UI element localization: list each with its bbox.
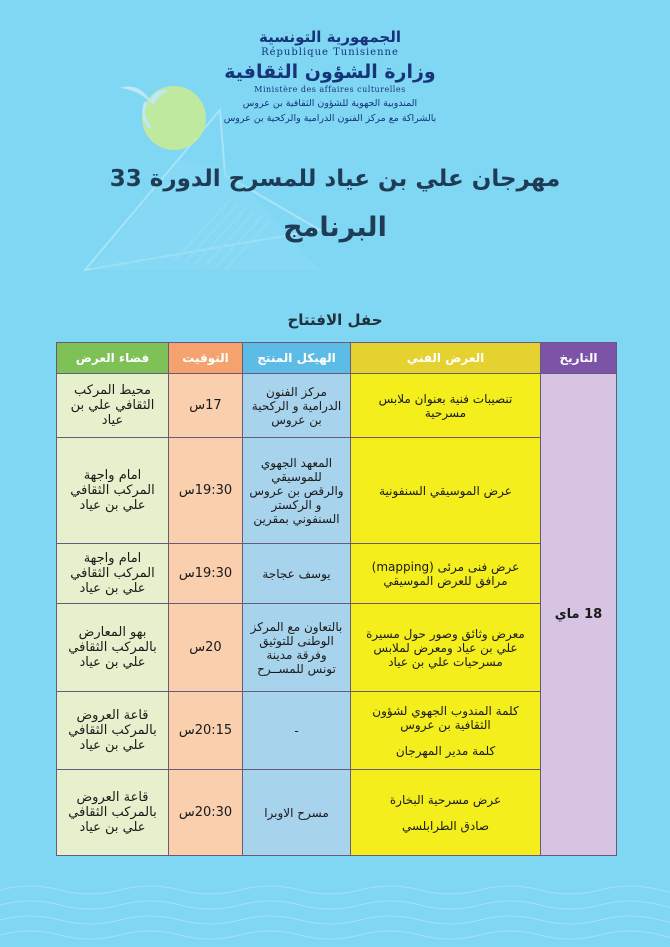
time-cell: 20:30س [169, 770, 243, 856]
regional-delegation: المندوبية الجهوية للشؤون الثقافية بن عروس [242, 98, 418, 109]
header-date: التاريخ [541, 343, 617, 374]
header-time: التوقيت [169, 343, 243, 374]
producer-cell: مركز الفنون الدرامية و الركحية بن عروس [243, 374, 351, 438]
program-subtitle: البرنامج [283, 212, 387, 243]
table-row [57, 374, 617, 438]
header-show: العرض الفني [351, 343, 541, 374]
header-venue: فضاء العرض [57, 343, 169, 374]
institution-header [210, 28, 450, 126]
producer-cell: - [243, 692, 351, 770]
show-cell: كلمة المندوب الجهوي لشؤون الثقافية بن عروس كلمة مدير المهرجان [351, 692, 541, 770]
time-cell: 19:30س [169, 544, 243, 604]
ministry-arabic: وزارة الشؤون الثقافية [224, 61, 436, 83]
table-row [57, 692, 617, 770]
time-cell: 20:15س [169, 692, 243, 770]
show-cell: عرض مسرحية البخارة صادق الطرابلسي [351, 770, 541, 856]
venue-cell: قاعة العروض بالمركب الثقافي علي بن عياد [57, 692, 169, 770]
show-cell: عرض فنى مرئى (mapping) مرافق للعرض الموسيقي [351, 544, 541, 604]
producer-cell: المعهد الجهوي للموسيقي والرقص بن عروس و الركستر السنفوني بمقرين [243, 438, 351, 544]
time-cell: 20س [169, 604, 243, 692]
venue-cell: قاعة العروض بالمركب الثقافي علي بن عياد [57, 770, 169, 856]
ministry-french: Ministère des affaires culturelles [254, 85, 406, 94]
show-cell: تنصيبات فنية بعنوان ملابس مسرحية [351, 374, 541, 438]
venue-cell: بهو المعارض بالمركب الثقافي علي بن عياد [57, 604, 169, 692]
table-row [57, 770, 617, 856]
time-cell: 17س [169, 374, 243, 438]
show-cell: عرض الموسيقي السنفونية [351, 438, 541, 544]
republic-arabic: الجمهورية التونسية [259, 28, 401, 46]
header-producer: الهيكل المنتج [243, 343, 351, 374]
time-cell: 19:30س [169, 438, 243, 544]
producer-cell: يوسف عجاجة [243, 544, 351, 604]
festival-title: مهرجان علي بن عياد للمسرح الدورة 33 [109, 166, 561, 192]
venue-cell: امام واجهة المركب الثقافي علي بن عياد [57, 438, 169, 544]
table-row [57, 438, 617, 544]
section-heading: حفل الافتتاح [287, 311, 383, 329]
producer-cell: مسرح الاوبرا [243, 770, 351, 856]
program-table [56, 342, 617, 856]
republic-french: République Tunisienne [261, 47, 399, 58]
date-cell: 18 ماي [541, 374, 617, 856]
producer-cell: بالتعاون مع المركز الوطنى للتوثيق وفرقة مدينة تونس للمســرح [243, 604, 351, 692]
table-row [57, 604, 617, 692]
table-header-row [57, 343, 617, 374]
table-row [57, 544, 617, 604]
show-cell: معرض وثائق وصور حول مسيرة علي بن عياد ومعرض لملابس مسرحيات علي بن عياد [351, 604, 541, 692]
partner-line: بالشراكة مع مركز الفنون الدرامية والركحية بن عروس [223, 113, 437, 124]
festival-logo [112, 78, 222, 168]
venue-cell: محيط المركب الثقافي علي بن عياد [57, 374, 169, 438]
venue-cell: امام واجهة المركب الثقافي علي بن عياد [57, 544, 169, 604]
